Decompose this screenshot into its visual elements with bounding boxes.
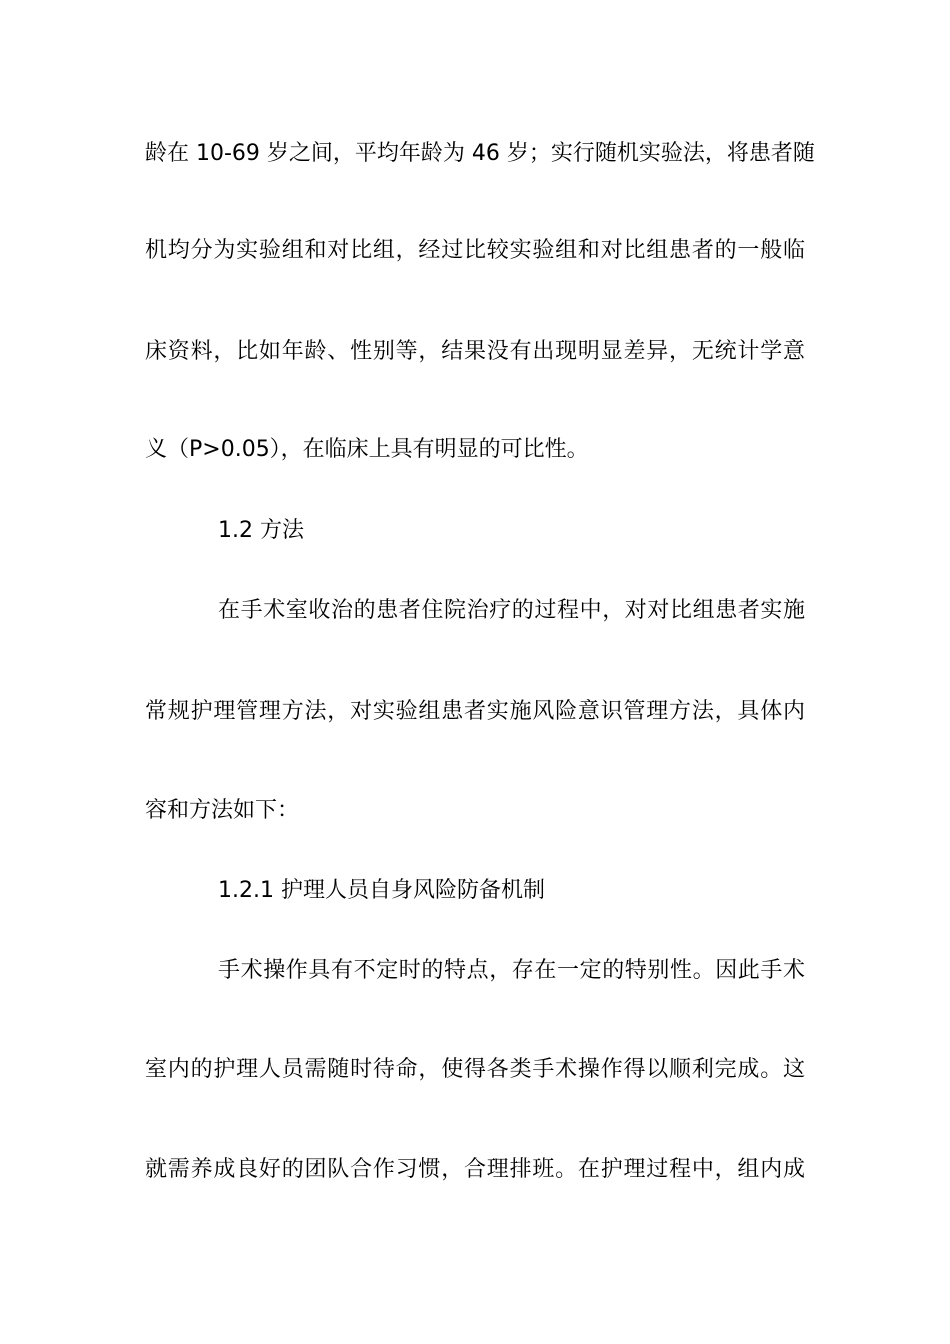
paragraph-line: 机均分为实验组和对比组，经过比较实验组和对比组患者的一般临 bbox=[145, 238, 805, 263]
paragraph-line: 在手术室收治的患者住院治疗的过程中，对对比组患者实施 bbox=[218, 598, 805, 623]
paragraph-line: 容和方法如下： bbox=[145, 798, 300, 823]
paragraph-line: 义（P>0.05），在临床上具有明显的可比性。 bbox=[145, 437, 589, 462]
subsection-heading: 1.2.1 护理人员自身风险防备机制 bbox=[218, 878, 545, 903]
paragraph-line: 常规护理管理方法，对实验组患者实施风险意识管理方法，具体内 bbox=[145, 699, 805, 724]
section-heading: 1.2 方法 bbox=[218, 518, 304, 543]
paragraph-line: 手术操作具有不定时的特点，存在一定的特别性。因此手术 bbox=[218, 958, 805, 983]
paragraph-line: 龄在 10-69 岁之间，平均年龄为 46 岁；实行随机实验法，将患者随 bbox=[145, 141, 815, 166]
paragraph-line: 室内的护理人员需随时待命，使得各类手术操作得以顺利完成。这 bbox=[145, 1057, 805, 1082]
paragraph-line: 床资料，比如年龄、性别等，结果没有出现明显差异，无统计学意 bbox=[145, 339, 805, 364]
paragraph-line: 就需养成良好的团队合作习惯，合理排班。在护理过程中，组内成 bbox=[145, 1157, 805, 1182]
